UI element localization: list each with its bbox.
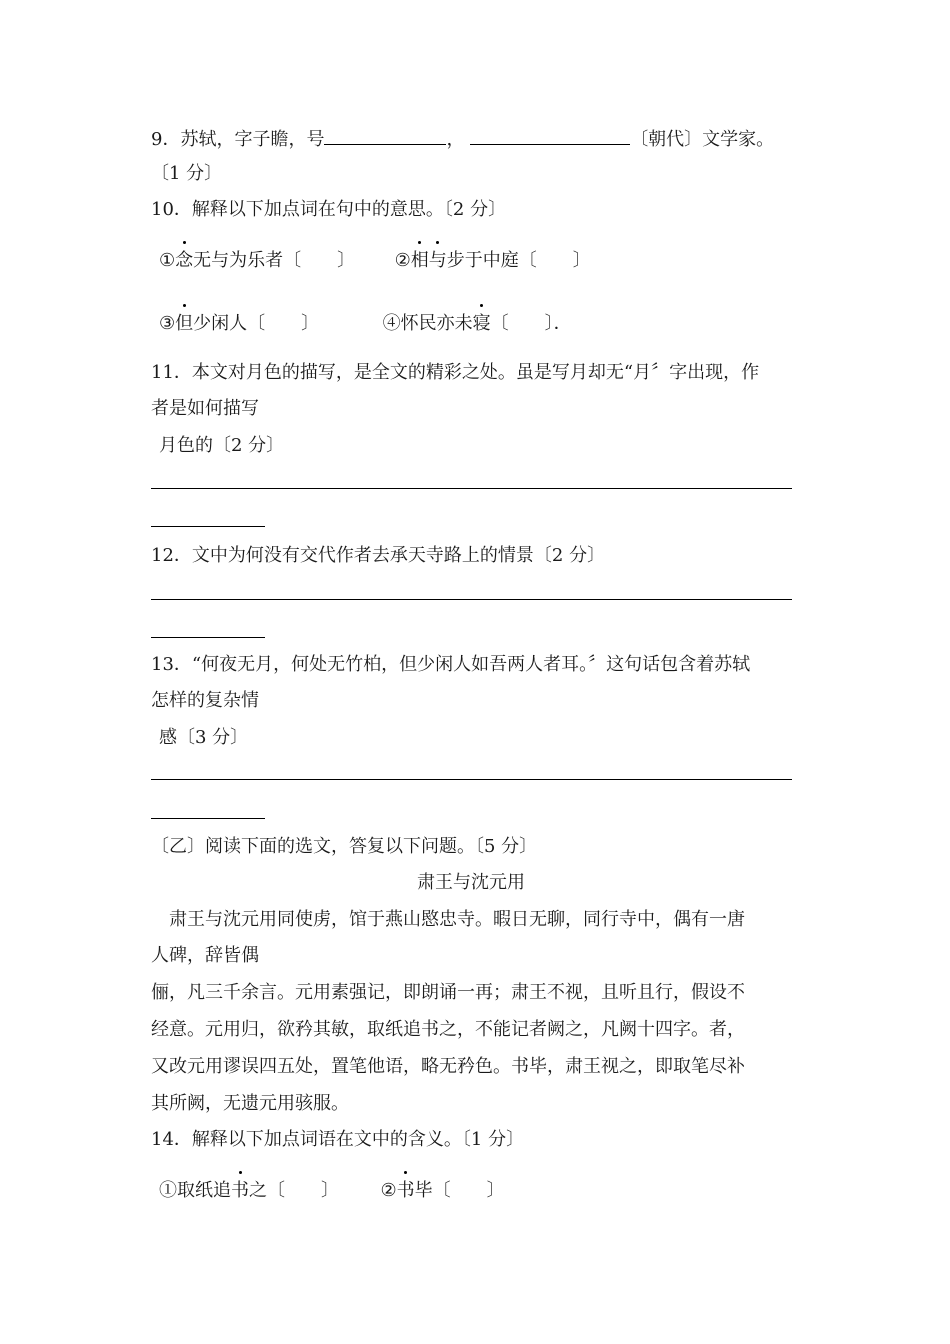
passage-line: 经意。元用归，欲矜其敏，取纸追书之，不能记者阙之，凡阙十四字。者， [151,1019,745,1040]
question-14-row: ①取纸追书之〔 〕 ②书毕〔 〕 [159,1180,505,1201]
dotted-char: 书 [231,1180,249,1201]
question-13-line-3: 感〔3 分〕 [159,727,249,748]
dotted-char: 念 [175,250,194,271]
question-10-row-2: ③但少闲人〔 〕 ④怀民亦未寝〔 〕． [159,313,572,334]
answer-line[interactable] [151,818,265,819]
answer-line[interactable] [151,637,265,638]
question-9-score: 〔1 分〕 [151,163,223,184]
dotted-char: 但 [175,313,194,334]
part-b-intro: 〔乙〕阅读下面的选文，答复以下问题。〔5 分〕 [151,836,538,857]
answer-paren[interactable]: 〔 〕 [247,313,320,334]
passage-line: 肃王与沈元用同使虏，馆于燕山愍忠寺。暇日无聊，同行寺中，偶有一唐 [169,909,745,930]
question-10-row-1: ①念无与为乐者〔 〕 ②相与步于中庭〔 〕 [159,250,591,271]
question-12: 12．文中为何没有交代作者去承天寺路上的情景〔2 分〕 [151,545,606,566]
answer-line[interactable] [151,599,792,600]
question-11-line-1: 11．本文对月色的描写，是全文的精彩之处。虽是写月却无“月〞字出现，作 [151,362,760,383]
question-9: 9．苏轼，字子瞻，号 ， 〔朝代〕文学家。 [151,126,774,152]
dotted-char: 寝 [472,313,491,334]
passage-line: 又改元用谬误四五处，置笔他语，略无矜色。书毕，肃王视之，即取笔尽补 [151,1056,745,1077]
question-14: 14．解释以下加点词语在文中的含义。〔1 分〕 [151,1129,525,1150]
answer-paren[interactable]: 〔 〕 [283,250,356,271]
dotted-char: 相 [410,250,429,271]
answer-line[interactable] [151,526,265,527]
answer-line[interactable] [151,488,792,489]
answer-paren[interactable]: 〔 〕． [490,313,572,334]
answer-blank[interactable] [324,126,446,145]
dotted-char: 书 [396,1180,415,1201]
answer-paren[interactable]: 〔 〕 [267,1180,339,1201]
answer-paren[interactable]: 〔 〕 [432,1180,505,1201]
passage-line: 其所阙，无遗元用骇服。 [151,1093,349,1114]
answer-blank[interactable] [470,126,630,145]
question-11-line-2: 者是如何描写 [151,398,259,419]
answer-line[interactable] [151,779,792,780]
question-11-line-3: 月色的〔2 分〕 [159,435,285,456]
answer-paren[interactable]: 〔 〕 [518,250,591,271]
passage-line: 人碑，辞皆偶 [151,945,259,966]
passage-line: 俪，凡三千余言。元用素强记，即朗诵一再；肃王不视，且听且行，假设不 [151,982,745,1003]
dotted-char: 与 [428,250,447,271]
question-13-line-2: 怎样的复杂情 [151,690,259,711]
question-13-line-1: 13．“何夜无月，何处无竹柏，但少闲人如吾两人者耳。〞这句话包含着苏轼 [151,654,751,675]
question-10: 10．解释以下加点词在句中的意思。〔2 分〕 [151,199,507,220]
passage-title: 肃王与沈元用 [417,872,525,893]
